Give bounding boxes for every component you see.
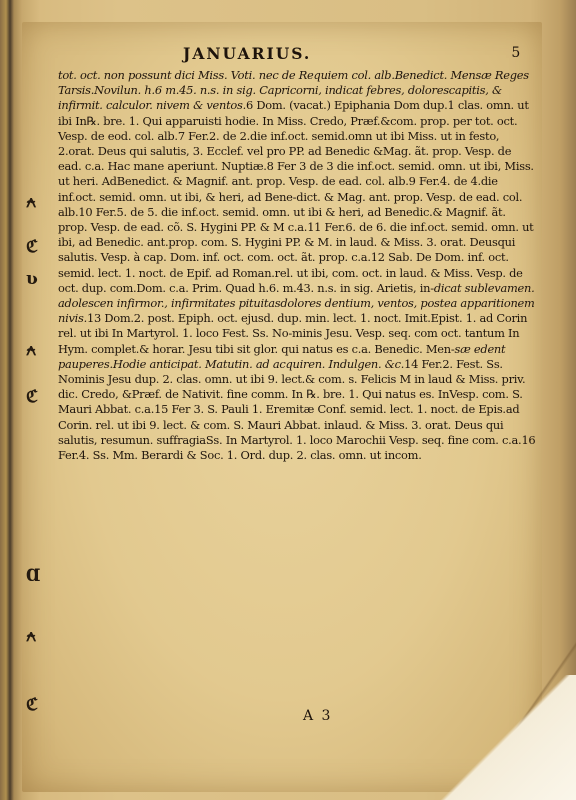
text-line: com. prop. per tot. oct. Vesp. de eod. col. alb.: [58, 113, 518, 143]
text-line: Epist. 1. ad Corin rel. ut ibi In Martyrol. 1. loco Fest. Ss. No-: [58, 311, 528, 341]
text-line: prop. com. S. Hygini PP. & M. in laud. & Miss. 3. orat. Deus: [168, 235, 498, 250]
margin-mark: Ɑ: [26, 566, 41, 586]
text-line: ad Corin. rel. ut ibi 9. lect. & com. S. Mauri Abbat. in: [58, 402, 520, 432]
text-line: com.: [394, 448, 422, 463]
text-line: capitis, & infirmit. calculor. nivem & ventos.: [58, 83, 502, 113]
text-line: & com. s. Felicis M in laud & Miss. priv. dic. Credo, &: [58, 372, 526, 402]
text-line: laud. & Miss. 3. orat. Deus qui salutis, resumun. suffragia: [58, 417, 504, 447]
page-header: [58, 46, 538, 66]
margin-mark: ℭ: [26, 695, 38, 715]
text-line: 15 Fer 3. S. Pauli 1. Eremitæ Conf. semid. lect. 1. noct. de Epis.: [154, 402, 506, 417]
text-line: Benedict. & Magnif. ant. prop. Vesp. de ead. col. alb.: [116, 174, 409, 189]
text-line: & horar. Jesu tibi sit glor. qui natus es c.a. Benedic. Men-: [139, 341, 455, 356]
calendar-text: [58, 46, 538, 463]
text-line: 8 Fer 3 de 3 die inf.oct. semid. omn. ut ibi, Miss. ut heri. Ad: [58, 159, 534, 189]
text-line: minis Jesu. Vesp. seq. com oct. tantum In Hym. complet.: [58, 326, 520, 356]
text-line: orat. Deus qui salutis, 3. Ecclef. vel pro PP. ad Benedic &: [68, 144, 383, 159]
text-line: 14 Fer.2. Fest. Ss. Nominis Jesu dup. 2. clas. omn. ut ibi 9. lect.: [58, 356, 503, 387]
text-line: Mag. ãt. prop. Vesp. de ead. c.a. Hac mane aperiunt. Nuptiæ.: [58, 144, 512, 174]
text-line: Benedict. Mensæ Reges Tarsis.: [58, 68, 529, 98]
margin-mark: ʋ: [26, 269, 38, 289]
margin-mark: ⍲: [26, 192, 37, 212]
month-title: JANUARIUS.: [183, 44, 312, 63]
margin-mark: ⍲: [26, 340, 37, 360]
text-line: 6 Dom. (vacat.) Epiphania Dom dup.1 clas. omn. ut ibi In: [58, 98, 529, 128]
text-line: dicat sublevamen. adolescen infirmor., infirmitates pituitas: [58, 280, 535, 311]
text-line: 12 Sab. De Dom. inf. oct. semid. lect. 1. noct. de Epif. ad Roman.: [58, 250, 509, 280]
margin-mark: ℭ: [26, 237, 38, 257]
text-line: dolores dentium, ventos, postea apparitionem nivis.: [58, 296, 535, 326]
text-line: 16 Fer.4. Ss. Mm. Berardi & Soc. 1. Ord. dup. 2. clas. omn. ut in: [58, 432, 536, 463]
text-line: rel. ut ibi, com. oct. in laud. & Miss. Vesp. de oct. dup. com.: [58, 265, 523, 295]
text-line: Hodie anticipat. Matutin. ad acquiren. Indulgen. &c.: [112, 356, 405, 371]
text-line: 10 Fer.5. de 5. die inf.oct. semid. omn. ut ibi & heri, ad Benedic.: [78, 204, 433, 219]
margin-mark: ℭ: [26, 387, 38, 407]
text-line: 7 Fer.2. de 2.die inf.oct. semid.omn ut ibi Miss. ut in festo, 2.: [58, 128, 500, 159]
text-line: dict. & Mag. ant. prop. Vesp. de ead. col. alb.: [58, 189, 523, 219]
text-line: Vesp. com. S. Mauri Abbat. c.a.: [58, 387, 523, 417]
text-line: & Magnif. ãt. prop. Vesp. de ead. cõ. S. Hygini PP. & M c.a.: [58, 204, 506, 235]
text-line: tot. oct. non possunt dici Miss. Voti. nec de Requiem col. alb.: [58, 68, 395, 82]
folded-corner: [440, 675, 576, 800]
page-number: 5: [511, 45, 520, 61]
text-line: sæ edent pauperes.: [58, 341, 506, 371]
text-line: Præf. de Nativit. fine comm. In ℞. bre. 1. Qui natus es. In: [131, 387, 450, 402]
text-lines: [58, 68, 538, 463]
text-line: qui salutis. Vesp. à cap. Dom. inf. oct. com. oct. ãt. prop. c.a.: [58, 235, 516, 265]
margin-mark: ⍲: [26, 626, 37, 646]
signature-mark: A 3: [303, 708, 333, 724]
text-line: ℞. bre. 1. Qui apparuisti hodie. In Miss. Credo, Præf.&: [86, 113, 391, 128]
text-line: Novilun. h.6 m.45. n.s. in sig. Capricorni, indicat febres, dolores: [94, 83, 449, 98]
text-line: Ss. In Martyrol. 1. loco Marochii Vesp. seq. fine com. c.a.: [205, 432, 522, 447]
text-line: 11 Fer.6. de 6. die inf.oct. semid. omn. ut ibi, ad Benedic. ant.: [58, 220, 534, 250]
text-line: Dom. c.a. Prim. Quad h.6. m.43. n.s. in sig. Arietis, in-: [136, 280, 434, 295]
text-line: 13 Dom.2. post. Epiph. oct. ejusd. dup. min. lect. 1. noct. Imit.: [87, 311, 431, 326]
text-line: 9 Fer.4. de 4.die inf.oct. semid. omn. ut ibi, & heri, ad Bene-: [58, 174, 498, 204]
